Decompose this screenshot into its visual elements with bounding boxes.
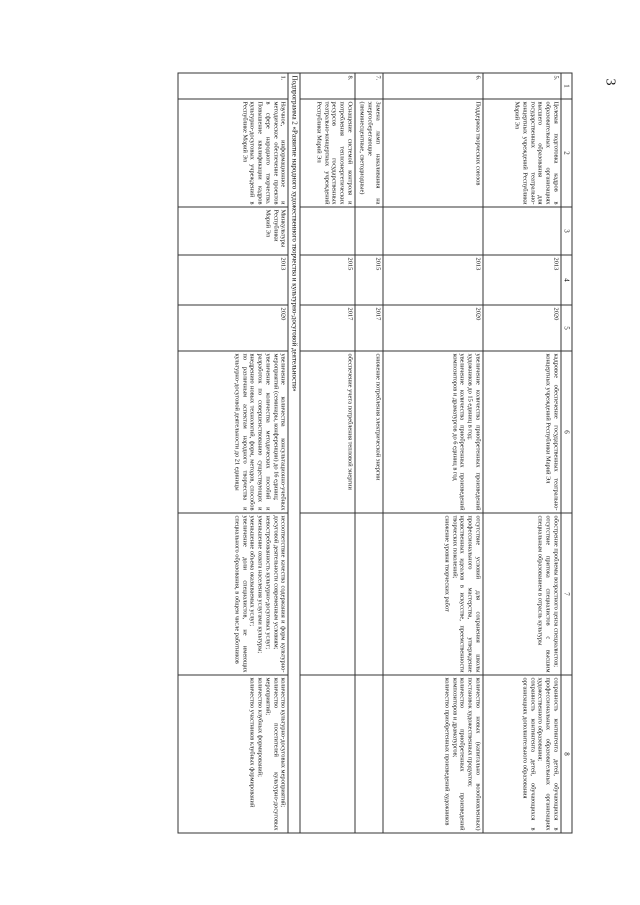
executor (300, 207, 355, 255)
expected-result-item: увеличение количества консультационно-учебных мероприятий (семинары, конференции) до 16 единиц; (272, 353, 287, 511)
end-year: 2020 (483, 305, 561, 351)
expected-result (483, 351, 561, 513)
executor (383, 207, 483, 255)
related-indicators-item: количество приобретенных произведений художников (443, 677, 451, 826)
row-number: 1. (178, 73, 288, 99)
expected-result-item: снижение потребления электрической энергии (374, 353, 382, 481)
header-cell: 6 (561, 351, 572, 513)
measure-name: Научное, информационное и методическое обеспечение проектов в сфере народного творчества. Повышение квалификации кадров культурно-досуговых учреждений в Республике Марий Эл (178, 99, 288, 207)
header-cell: 2 (561, 99, 572, 207)
header-cell: 3 (561, 207, 572, 255)
related-indicators-item: количество посетителей культурно-досуговых мероприятий; (264, 677, 280, 831)
table-row (178, 73, 288, 833)
header-cell: 5 (561, 305, 572, 351)
table-row (355, 73, 383, 833)
subprogram-title-row (288, 73, 299, 833)
expected-result (383, 351, 483, 513)
end-year: 2020 (178, 305, 288, 351)
end-year: 2020 (383, 305, 483, 351)
non-implementation-consequences-item: отсутствие условий для сохранения школы профессионального мастерства, утверждение нравственных идеалов в искусстве, преемственности творческих поколений; (451, 515, 482, 673)
rotated-table-container (48, 73, 573, 833)
start-year: 2013 (483, 255, 561, 305)
table-row (483, 73, 561, 833)
page-number: 3 (602, 78, 618, 86)
start-year: 2013 (178, 255, 288, 305)
non-implementation-consequences-item: уменьшение объема оказываемых услуг; (248, 515, 256, 627)
program-measures-table (178, 73, 573, 834)
row-number: 6. (383, 73, 483, 99)
header-cell: 7 (561, 513, 572, 675)
related-indicators-item: количество новых (капитально возобновленных) постановок художественных продуктов; (466, 677, 482, 831)
table-body-subprogram-1 (300, 73, 561, 833)
related-indicators (178, 675, 288, 833)
related-indicators-item: количество участников клубных формирований (248, 677, 256, 808)
non-implementation-consequences-item: увеличение доли специалистов, не имеющих специального образования, в общем числе работников (233, 515, 249, 673)
expected-result-item: увеличение количества приобретенных произведений художников до 15 единиц в год; (466, 353, 482, 511)
expected-result (178, 351, 288, 513)
related-indicators (383, 675, 483, 833)
related-indicators-item: количество приобретенных произведений композиторов и драматургов; (451, 677, 466, 831)
measure-name: Замена ламп накаливания на энергосберегающие (люминесцентные, светодиодные) (355, 99, 383, 207)
row-number: 8. (300, 73, 355, 99)
row-number: 5. (483, 73, 561, 99)
measure-name: Целевая подготовка кадров в образовательных организациях высшего образования для государственных театрально-концертных учреждений Республики Марий Эл (483, 99, 561, 207)
non-implementation-consequences-item: уменьшение охвата населения услугами культуры; (256, 515, 264, 654)
related-indicators-item: количество клубных формирований; (256, 677, 264, 777)
non-implementation-consequences-item: обострение проблемы возрастного ценза специалистов; (552, 515, 560, 668)
expected-result-item: обеспечение учета потребления тепловой энергии (346, 353, 354, 490)
header-cell: 4 (561, 255, 572, 305)
start-year: 2015 (300, 255, 355, 305)
non-implementation-consequences-item: отсутствие притока специалистов с высшим специальным образованием в отрасль культуры (536, 515, 552, 673)
related-indicators (483, 675, 561, 833)
non-implementation-consequences (178, 513, 288, 675)
executor (355, 207, 383, 255)
row-number: 7. (355, 73, 383, 99)
end-year: 2017 (300, 305, 355, 351)
start-year: 2015 (355, 255, 383, 305)
non-implementation-consequences (300, 513, 355, 675)
executor (483, 207, 561, 255)
non-implementation-consequences-item: невостребованность культурно-досуговых услуг; (264, 515, 272, 650)
executor: Минкультуры Республики Марий Эл (178, 207, 288, 255)
related-indicators (300, 675, 355, 833)
expected-result-item: увеличение количества методических пособий и разработок по совершенствованию существующих и внедрению новых технологий, форм, методов, способов по различным аспектам народного творчества и культурно-досуговой деятельности до 21 единицы (233, 353, 272, 511)
table-row (383, 73, 483, 833)
non-implementation-consequences (483, 513, 561, 675)
non-implementation-consequences-item: несоответствие качества содержания и форм культурно-досуговой деятельности современным условиям; (272, 515, 287, 673)
related-indicators-item: количество культурно-досуговых мероприятий; (279, 677, 287, 808)
expected-result-item: увеличение количества приобретенных произведений композиторов и драматургов до 6 единиц в год (451, 353, 466, 511)
header-cell: 8 (561, 675, 572, 833)
measure-name: Оснащение системой контроля и потребления теплоэнергетических ресурсов государственных театрально-концертных учреждений Республики Марий Эл (300, 99, 355, 207)
measure-name: Поддержка творческих союзов (383, 99, 483, 207)
related-indicators (355, 675, 383, 833)
table-row (300, 73, 355, 833)
start-year: 2013 (383, 255, 483, 305)
related-indicators-item: сохранность контингента детей, обучающихся в профессиональных образовательных организациях художественного образования; (536, 677, 560, 831)
table-body-subprogram-2 (178, 73, 288, 833)
non-implementation-consequences-item: снижение уровня творческих работ (443, 515, 451, 612)
related-indicators-item: сохранность контингента детей, обучающихся в организациях дополнительного образования (521, 677, 537, 831)
header-row (561, 73, 572, 833)
expected-result-item: кадровое обеспечение государственных театрально-концертных учреждений Республики Марий Эл (544, 353, 560, 511)
expected-result (300, 351, 355, 513)
header-cell: 1 (561, 73, 572, 99)
subprogram-title: Подпрограмма 2 «Развитие народного художественного творчества и культурно-досуговой деятельности» (288, 73, 299, 833)
end-year: 2017 (355, 305, 383, 351)
non-implementation-consequences (383, 513, 483, 675)
non-implementation-consequences (355, 513, 383, 675)
expected-result (355, 351, 383, 513)
